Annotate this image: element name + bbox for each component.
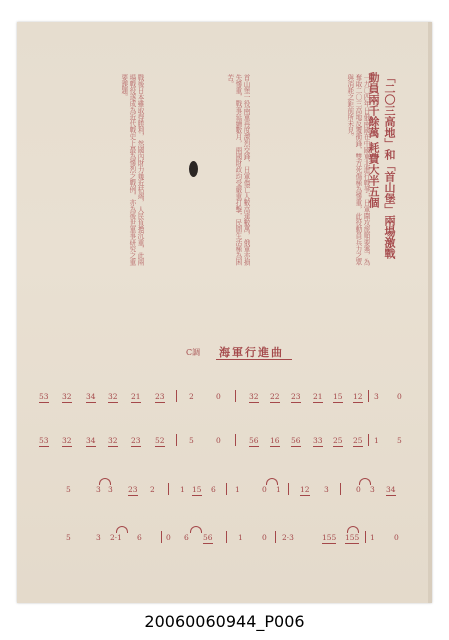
note: 3 [96,485,101,494]
archive-caption: 20060060944_P006 [144,612,305,631]
bar-line [161,531,162,543]
note-group: 23 [131,436,141,445]
article-column-3: 戰後日本雖取得勝利，然國內財力幾近枯竭，人民負擔沉重，此兩場戰役遂成為近代戰史上最為慘烈之戰例，亦為後世軍事研究之重要課題。 [119,74,144,266]
tie-arc [266,478,278,485]
note-group: 56 [203,533,213,542]
note-group: 23 [155,392,165,401]
bar-line [176,434,177,446]
paper-edge [428,22,432,603]
note: 0 [262,485,267,494]
note: 5 [189,436,194,445]
note: 0 [166,533,171,542]
note-group: 32 [62,436,72,445]
note-group: 25 [333,436,343,445]
note: 1 [238,533,243,542]
notation-row-1 [0,392,449,412]
note: 1 [374,436,379,445]
tie-arc [99,478,111,485]
note: 0 [394,533,399,542]
note: 3 [108,485,113,494]
song-title: 海軍行進曲 [219,346,284,359]
note-group: 155 [345,533,360,542]
note-group: 15 [192,485,202,494]
note: 3 [370,485,375,494]
note-group: 12 [300,485,310,494]
notation-row-4 [0,533,449,553]
note-group: 22 [270,392,280,401]
note: 0 [397,392,402,401]
note-group: 56 [291,436,301,445]
bar-line [275,531,276,543]
bar-line [288,483,289,495]
note-group: 21 [313,392,323,401]
note-group: 32 [108,392,118,401]
notation-row-3 [0,485,449,505]
note-group: 34 [86,436,96,445]
bar-line [340,483,341,495]
subheadline-text: 動員兩千餘萬 耗費大半五個 [367,72,380,208]
note-group: 155 [322,533,337,542]
note: 1 [235,485,240,494]
tie-arc [359,478,371,485]
note-group: 25 [353,436,363,445]
note-group: 12 [353,392,363,401]
note-group: 56 [249,436,259,445]
note: 5 [66,485,71,494]
note: 0 [356,485,361,494]
note: 6 [184,533,189,542]
note-group: 23 [128,485,138,494]
note: 0 [216,392,221,401]
headline-main: 「二〇三高地」和「首山堡」兩場激戰 [383,72,396,259]
bar-line [235,390,236,402]
bar-line [368,434,369,446]
note-group: 52 [155,436,165,445]
bar-line [365,531,366,543]
note: 2·3 [282,533,294,542]
note-group: 53 [39,436,49,445]
note: 6 [211,485,216,494]
note-group: 21 [131,392,141,401]
note-group: 33 [313,436,323,445]
ink-blot [189,161,198,177]
note: 3 [96,533,101,542]
note-group: 34 [386,485,396,494]
tie-arc [116,526,128,533]
note: 2·1 [110,533,122,542]
bar-line [168,483,169,495]
notation-row-2 [0,436,449,456]
note: 5 [66,533,71,542]
note: 1 [180,485,185,494]
bar-line [235,434,236,446]
tie-arc [347,526,359,533]
note-group: 32 [62,392,72,401]
headline [382,72,396,302]
note: 6 [137,533,142,542]
note-group: 34 [86,392,96,401]
note: 2 [150,485,155,494]
bar-line [226,531,227,543]
tie-arc [190,526,202,533]
bar-line [176,390,177,402]
song-key: C調 [186,348,201,357]
note: 1 [370,533,375,542]
note: 0 [216,436,221,445]
note: 3 [324,485,329,494]
note-group: 32 [108,436,118,445]
song-title-underline [216,359,292,360]
article-column-2: 首山堡一役兩軍再度激烈交鋒，日軍傷亡人數高達數萬，俄軍亦損失慘重，戰事延續數月，兩國財政均受嚴重打擊，民間生活極為困苦。 [225,74,250,266]
bar-line [368,390,369,402]
note-group: 15 [333,392,343,401]
note-group: 53 [39,392,49,401]
article-column-1: 一九〇四年日俄兩國在中國東北進行戰爭，日軍圍攻旅順要塞，為奪取二〇三高地反覆衝鋒，雙方死傷極為慘重，此役動員兵力之眾與消耗之鉅前所未見。 [345,74,370,266]
note-group: 32 [249,392,259,401]
note: 0 [262,533,267,542]
note-group: 16 [270,436,280,445]
note: 1 [276,485,281,494]
note-group: 23 [291,392,301,401]
note: 2 [189,392,194,401]
note: 3 [374,392,379,401]
note: 5 [397,436,402,445]
bar-line [226,483,227,495]
